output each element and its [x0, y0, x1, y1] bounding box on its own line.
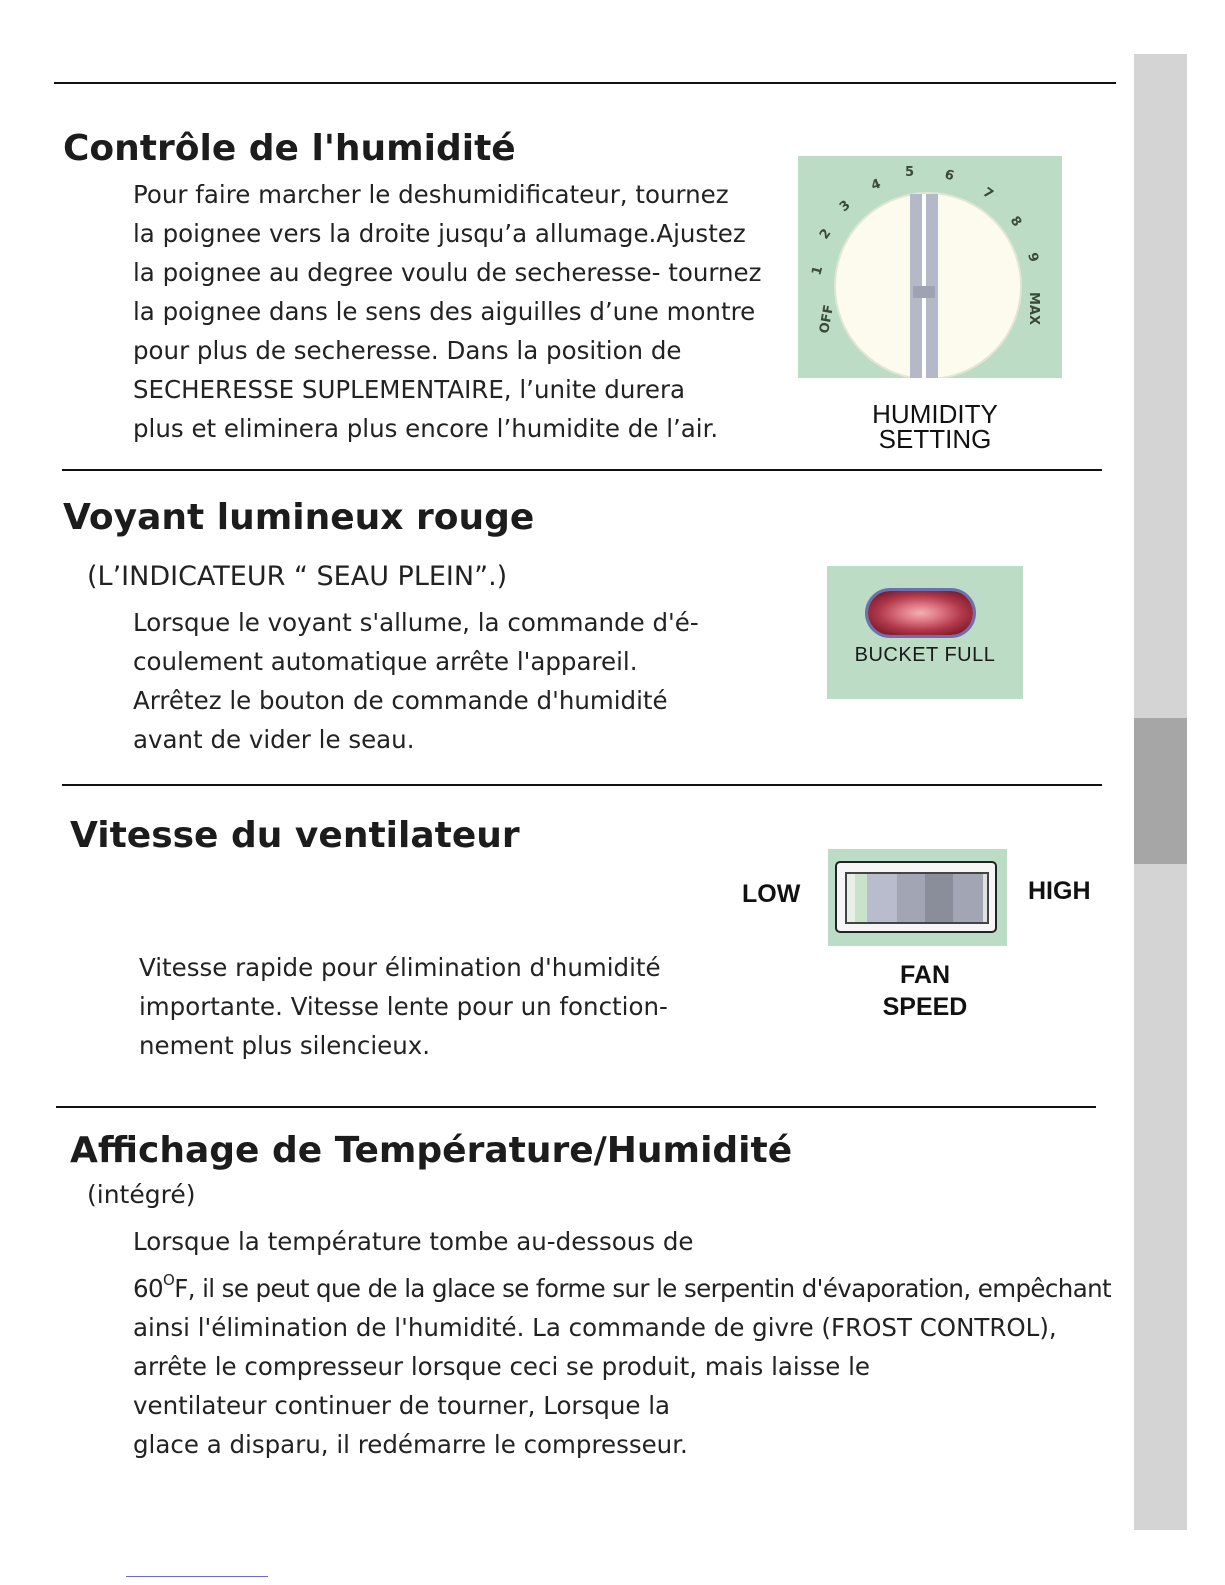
- section-title-temp-humidity-display: Affichage de Température/Humidité: [70, 1130, 793, 1171]
- text-line: pour plus de secheresse. Dans la position de: [133, 336, 682, 365]
- text-line: glace a disparu, il redémarre le compresseur.: [133, 1430, 688, 1459]
- dial-mark: 5: [905, 165, 915, 180]
- dial-mark: 8: [1006, 213, 1025, 230]
- fan-speed-text: [139, 948, 668, 1065]
- dial-mark: 2: [816, 226, 835, 243]
- fan-speed-label: [860, 959, 990, 1023]
- section-title-red-light: Voyant lumineux rouge: [63, 497, 535, 538]
- text-line: Lorsque la température tombe au-dessous de: [133, 1227, 694, 1256]
- text-fragment: F, il se peut que de la glace se forme sur le serpentin d'évaporation, empêchant: [174, 1274, 1112, 1303]
- degree-mark: O: [162, 1271, 175, 1289]
- red-light-text: [133, 603, 699, 759]
- label-line: SETTING: [878, 424, 992, 454]
- text-line: Vitesse rapide pour élimination d'humidité: [139, 953, 661, 982]
- fan-high-label: HIGH: [1028, 877, 1091, 905]
- humidity-control-text: [133, 175, 761, 448]
- bucket-full-light-icon: [868, 591, 973, 635]
- label-line: HUMIDITY: [872, 399, 998, 429]
- dial-mark: 4: [869, 176, 883, 194]
- dial-mark: 7: [979, 184, 996, 203]
- humidity-dial-icon: [798, 156, 1062, 378]
- dial-mark: OFF: [817, 303, 837, 335]
- text-line: Pour faire marcher le deshumidificateur, tournez: [133, 180, 729, 209]
- text-line: ventilateur continuer de tourner, Lorsque la: [133, 1391, 671, 1420]
- text-line: SECHERESSE SUPLEMENTAIRE, l’unite durera: [133, 375, 686, 404]
- section-divider: [62, 469, 1102, 471]
- dial-mark: 1: [809, 264, 827, 278]
- bucket-full-indicator-panel: [827, 566, 1023, 699]
- section-divider: [56, 1106, 1096, 1108]
- dial-mark: 3: [836, 197, 854, 216]
- label-line: FAN: [900, 961, 950, 989]
- text-line: avant de vider le seau.: [133, 725, 415, 754]
- text-line: la poignee dans le sens des aiguilles d’une montre: [133, 297, 756, 326]
- text-line: plus et eliminera plus encore l’humidite de l’air.: [133, 414, 719, 443]
- top-rule: [54, 82, 1116, 84]
- label-line: SPEED: [882, 993, 968, 1021]
- bucket-full-label: BUCKET FULL: [854, 644, 996, 666]
- humidity-setting-label: [825, 399, 1045, 454]
- fan-low-label: LOW: [742, 880, 801, 908]
- text-line: la poignee au degree voulu de secheresse- tournez: [133, 258, 762, 287]
- text-line: Arrêtez le bouton de commande d'humidité: [133, 686, 668, 715]
- section-subtitle: (intégré): [87, 1180, 196, 1209]
- text-line: importante. Vitesse lente pour un fonction-: [139, 992, 668, 1021]
- text-line: Lorsque le voyant s'allume, la commande d'é-: [133, 608, 699, 637]
- dial-mark: 9: [1024, 251, 1041, 264]
- temp-humidity-text: [133, 1222, 1111, 1464]
- bottom-underline-mark: [126, 1576, 268, 1577]
- fan-speed-switch[interactable]: [835, 861, 997, 933]
- section-title-humidity-control: Contrôle de l'humidité: [63, 128, 516, 169]
- text-line: la poignee vers la droite jusqu’a allumage.Ajustez: [133, 219, 746, 248]
- section-divider: [62, 784, 1102, 786]
- side-tab-current[interactable]: [1134, 718, 1187, 864]
- section-title-fan-speed: Vitesse du ventilateur: [70, 815, 520, 856]
- fan-speed-switch-panel: [828, 849, 1007, 946]
- section-subtitle: (L’INDICATEUR “ SEAU PLEIN”.): [87, 561, 508, 592]
- dial-mark: MAX: [1026, 292, 1041, 326]
- humidity-dial-illustration: [798, 156, 1062, 378]
- text-line: nement plus silencieux.: [139, 1031, 431, 1060]
- fan-speed-switch-track: [845, 872, 989, 924]
- text-line: coulement automatique arrête l'appareil.: [133, 647, 638, 676]
- dial-mark: 6: [942, 167, 956, 185]
- temp-value: 60: [133, 1274, 163, 1303]
- text-line: ainsi l'élimination de l'humidité. La commande de givre (FROST CONTROL),: [133, 1313, 1057, 1342]
- text-line-with-superscript: [133, 1261, 1111, 1308]
- text-line: arrête le compresseur lorsque ceci se produit, mais laisse le: [133, 1352, 870, 1381]
